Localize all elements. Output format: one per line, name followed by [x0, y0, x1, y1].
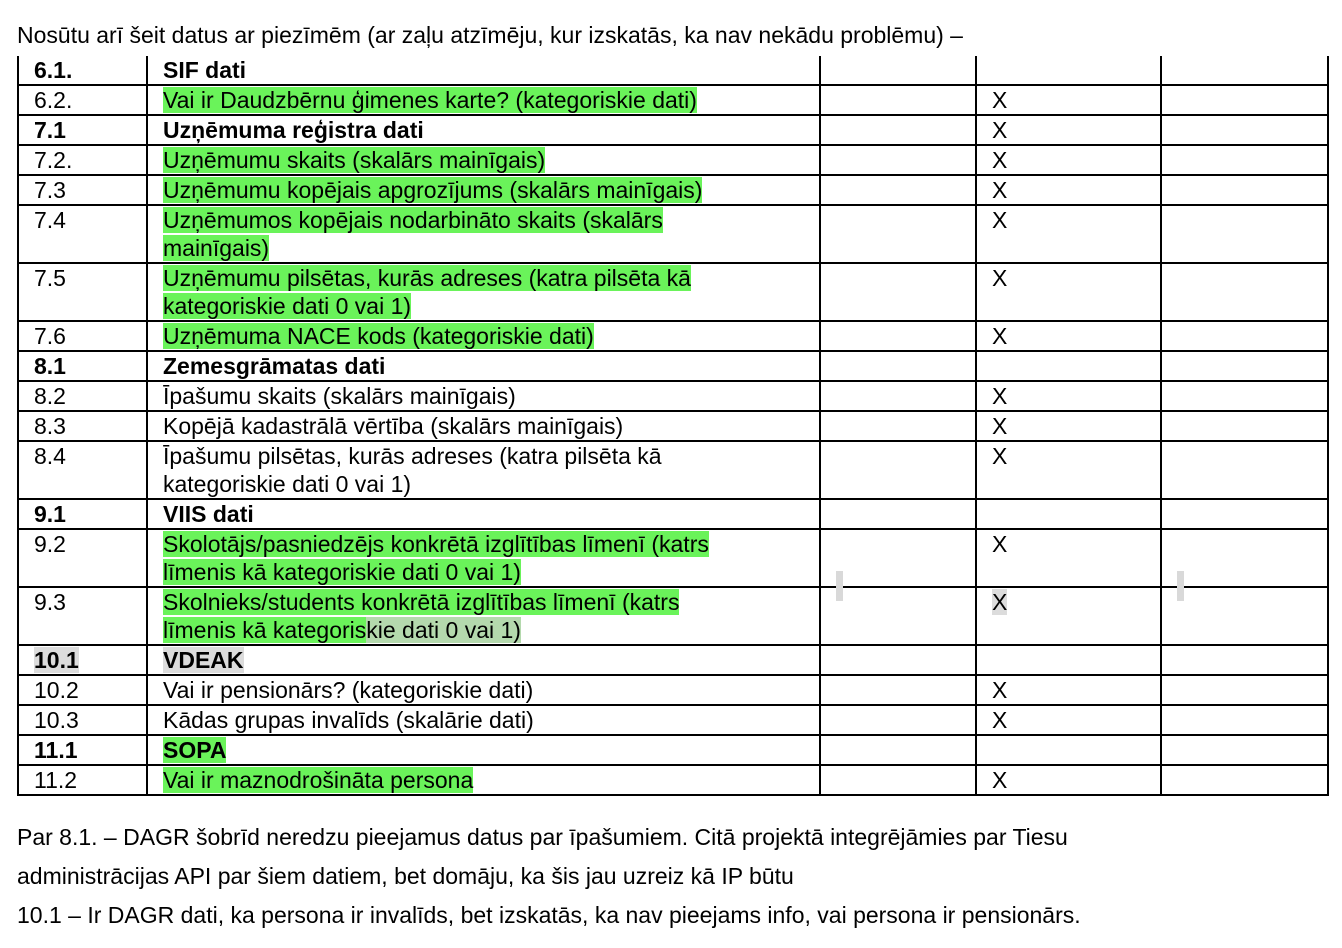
row-mark: X [976, 321, 1161, 351]
row-label: SIF dati [147, 56, 820, 85]
table-row [18, 675, 1328, 705]
row-number: 11.2 [18, 765, 147, 795]
table-row [18, 441, 1328, 499]
table-row [18, 735, 1328, 765]
row-mark: X [976, 85, 1161, 115]
row-mark: X [976, 381, 1161, 411]
empty-cell [820, 85, 976, 115]
row-number: 8.1 [18, 351, 147, 381]
row-label: Zemesgrāmatas dati [147, 351, 820, 381]
empty-cell [820, 705, 976, 735]
empty-cell [1161, 263, 1328, 321]
empty-cell [820, 205, 976, 263]
row-label: Vai ir Daudzbērnu ģimenes karte? (kategoriskie dati) [147, 85, 820, 115]
row-mark: X [976, 205, 1161, 263]
empty-cell [820, 115, 976, 145]
empty-cell [1161, 321, 1328, 351]
data-table [17, 56, 1329, 796]
table-row [18, 263, 1328, 321]
empty-cell [820, 263, 976, 321]
row-label: Kādas grupas invalīds (skalārie dati) [147, 705, 820, 735]
table-row [18, 351, 1328, 381]
row-label: Īpašumu skaits (skalārs mainīgais) [147, 381, 820, 411]
intro-text: Nosūtu arī šeit datus ar piezīmēm (ar zaļu atzīmēju, kur izskatās, ka nav nekādu problēmu) – [17, 22, 963, 48]
row-mark: X [976, 411, 1161, 441]
note-paragraph: Par 8.1. – DAGR šobrīd neredzu pieejamus datus par īpašumiem. Citā projektā integrējāmies par Tiesu [17, 824, 1068, 850]
row-label: Vai ir maznodrošināta persona [147, 765, 820, 795]
empty-cell [820, 735, 976, 765]
row-mark: X [976, 115, 1161, 145]
table-row [18, 705, 1328, 735]
table-row [18, 205, 1328, 263]
row-mark [976, 735, 1161, 765]
empty-cell [1161, 705, 1328, 735]
row-number: 11.1 [18, 735, 147, 765]
table-row [18, 321, 1328, 351]
empty-cell [820, 381, 976, 411]
empty-cell [820, 411, 976, 441]
empty-cell [820, 765, 976, 795]
table-row [18, 145, 1328, 175]
row-number: 7.1 [18, 115, 147, 145]
row-mark [976, 499, 1161, 529]
row-label: Uzņēmumu skaits (skalārs mainīgais) [147, 145, 820, 175]
selection-handle-left [836, 571, 843, 601]
row-mark: X [976, 587, 1161, 645]
table-row [18, 175, 1328, 205]
row-number: 9.3 [18, 587, 147, 645]
empty-cell [1161, 441, 1328, 499]
empty-cell [1161, 381, 1328, 411]
row-mark [976, 645, 1161, 675]
empty-cell [820, 351, 976, 381]
empty-cell [1161, 645, 1328, 675]
empty-cell [1161, 411, 1328, 441]
row-number: 7.4 [18, 205, 147, 263]
row-label: Uzņēmumos kopējais nodarbināto skaits (skalārs mainīgais) [147, 205, 820, 263]
row-mark: X [976, 765, 1161, 795]
row-label: Kopējā kadastrālā vērtība (skalārs mainīgais) [147, 411, 820, 441]
empty-cell [1161, 85, 1328, 115]
table-row [18, 115, 1328, 145]
row-number: 6.2. [18, 85, 147, 115]
row-label: VDEAK [147, 645, 820, 675]
table-row [18, 765, 1328, 795]
row-label: Vai ir pensionārs? (kategoriskie dati) [147, 675, 820, 705]
row-number: 10.1 [18, 645, 147, 675]
row-label: Uzņēmuma NACE kods (kategoriskie dati) [147, 321, 820, 351]
empty-cell [820, 529, 976, 587]
empty-cell [820, 675, 976, 705]
table-row [18, 645, 1328, 675]
note-paragraph: 10.1 – Ir DAGR dati, ka persona ir invalīds, bet izskatās, ka nav pieejams info, vai persona ir pensionārs. [17, 902, 1081, 928]
empty-cell [820, 645, 976, 675]
empty-cell [1161, 675, 1328, 705]
empty-cell [1161, 587, 1328, 645]
row-label: Uzņēmuma reģistra dati [147, 115, 820, 145]
row-mark: X [976, 441, 1161, 499]
row-number: 8.2 [18, 381, 147, 411]
table-row [18, 381, 1328, 411]
empty-cell [820, 321, 976, 351]
empty-cell [1161, 499, 1328, 529]
empty-cell [1161, 735, 1328, 765]
row-label: Skolotājs/pasniedzējs konkrētā izglītības līmenī (katrs līmenis kā kategoriskie dati 0 vai 1) [147, 529, 820, 587]
row-mark: X [976, 175, 1161, 205]
row-number: 7.6 [18, 321, 147, 351]
table-row [18, 587, 1328, 645]
row-mark [976, 351, 1161, 381]
empty-cell [820, 499, 976, 529]
row-number: 7.5 [18, 263, 147, 321]
row-number: 9.2 [18, 529, 147, 587]
empty-cell [1161, 205, 1328, 263]
empty-cell [1161, 115, 1328, 145]
empty-cell [1161, 529, 1328, 587]
row-label: SOPA [147, 735, 820, 765]
row-mark: X [976, 145, 1161, 175]
row-number: 7.3 [18, 175, 147, 205]
row-number: 8.4 [18, 441, 147, 499]
row-number: 9.1 [18, 499, 147, 529]
notes [17, 818, 1081, 935]
empty-cell [820, 175, 976, 205]
row-label: Uzņēmumu kopējais apgrozījums (skalārs mainīgais) [147, 175, 820, 205]
row-mark [976, 56, 1161, 85]
row-mark: X [976, 263, 1161, 321]
table-row [18, 56, 1328, 85]
empty-cell [1161, 175, 1328, 205]
empty-cell [820, 587, 976, 645]
note-paragraph: administrācijas API par šiem datiem, bet domāju, ka šis jau uzreiz kā IP būtu [17, 863, 794, 889]
empty-cell [1161, 765, 1328, 795]
empty-cell [1161, 145, 1328, 175]
row-mark: X [976, 705, 1161, 735]
empty-cell [1161, 56, 1328, 85]
table-row [18, 499, 1328, 529]
empty-cell [820, 145, 976, 175]
row-label: VIIS dati [147, 499, 820, 529]
row-number: 6.1. [18, 56, 147, 85]
row-label: Īpašumu pilsētas, kurās adreses (katra pilsēta kā kategoriskie dati 0 vai 1) [147, 441, 820, 499]
row-mark: X [976, 675, 1161, 705]
table-row [18, 529, 1328, 587]
empty-cell [820, 56, 976, 85]
row-number: 10.3 [18, 705, 147, 735]
row-mark: X [976, 529, 1161, 587]
empty-cell [820, 441, 976, 499]
empty-cell [1161, 351, 1328, 381]
table-row [18, 85, 1328, 115]
row-number: 8.3 [18, 411, 147, 441]
selection-handle-right [1177, 571, 1184, 601]
row-label: Skolnieks/students konkrētā izglītības līmenī (katrs līmenis kā kategoriskie dati 0 vai 1) [147, 587, 820, 645]
row-number: 10.2 [18, 675, 147, 705]
table-row [18, 411, 1328, 441]
row-label: Uzņēmumu pilsētas, kurās adreses (katra pilsēta kā kategoriskie dati 0 vai 1) [147, 263, 820, 321]
row-number: 7.2. [18, 145, 147, 175]
